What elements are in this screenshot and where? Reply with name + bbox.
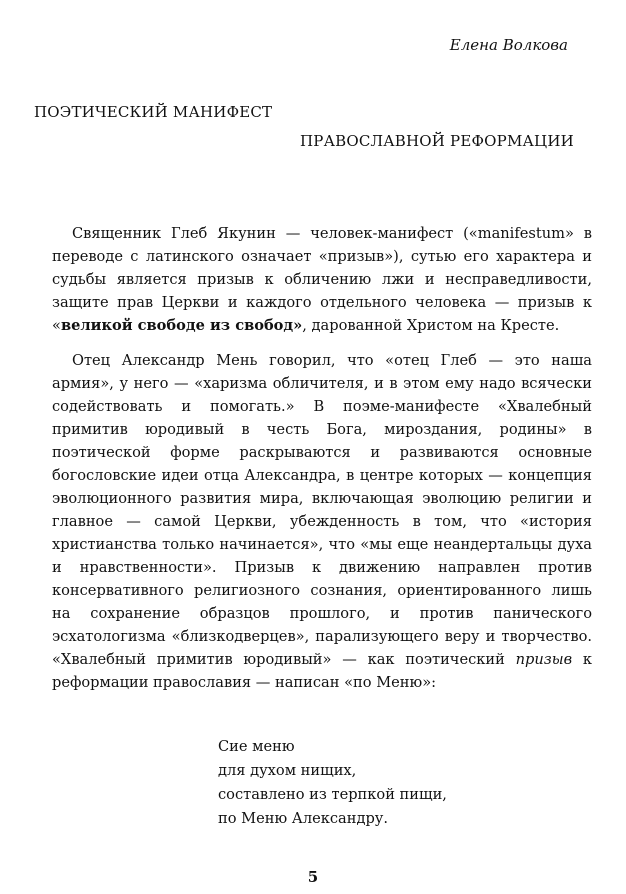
verse-line: для духом нищих,: [218, 762, 357, 779]
paragraph-1: [52, 222, 592, 337]
paragraph-2-italic-word: призыв: [515, 651, 573, 668]
paragraph-1-bold-quote: великой свободе из свобод»: [60, 317, 303, 334]
verse-line: Сие меню: [218, 738, 295, 755]
paragraph-1-text-a: Священник Глеб Якунин — человек-манифест («manifestum» в переводе с латинского означает «призыв»), сутью его характера и судьбы является призыв к обличению лжи и несправедливости, защите прав Церкви и каждого отдельного человека — призыв к «: [52, 225, 592, 334]
paragraph-1-text-b: , дарованной Христом на Кресте.: [302, 317, 560, 334]
title-line-1: ПОЭТИЧЕСКИЙ МАНИФЕСТ: [34, 103, 273, 121]
title-line-2: ПРАВОСЛАВНОЙ РЕФОРМАЦИИ: [300, 132, 574, 150]
paragraph-2: [52, 349, 592, 694]
body-text: [52, 222, 592, 694]
verse-line: составлено из терпкой пищи,: [218, 786, 447, 803]
author-name: Елена Волкова: [449, 36, 568, 54]
paragraph-2-text-b: к реформации православия — написан «по Меню»:: [52, 651, 593, 691]
verse-line: по Меню Александру.: [218, 810, 389, 827]
page-number: 5: [307, 868, 319, 886]
verse-block: [218, 735, 447, 831]
paragraph-2-text-a: Отец Александр Мень говорил, что «отец Глеб — это наша армия», у него — «харизма обличителя, и в этом ему надо всячески содействовать и помогать.» В поэме-манифесте «Хвалебный примитив юродивый в честь Бога, мироздания, родины» в поэтической форме раскрываются и развиваются основные богословские идеи отца Александра, в центре которых — концепция эволюционного развития мира, включающая эволюцию религии и главное — самой Церкви, убежденность в том, что «история христианства только начинается», что «мы еще неандертальцы духа и нравственности». Призыв к движению направлен против консервативного религиозного сознания, ориентированного лишь на сохранение образцов прошлого, и против панического эсхатологизма «близкодверцев», парализующего веру и творчество. «Хвалебный примитив юродивый» — как поэтический: [52, 352, 592, 668]
